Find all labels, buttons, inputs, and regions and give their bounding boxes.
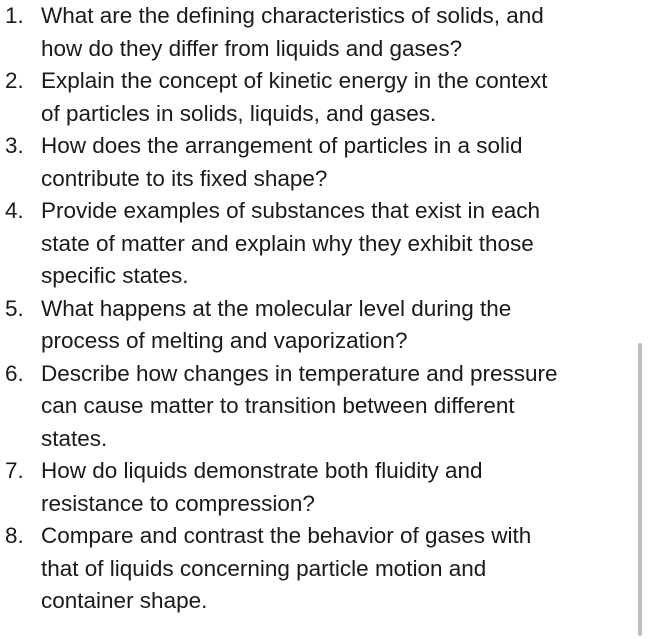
question-text-line: container shape. [41, 588, 208, 613]
question-number: 6. [5, 360, 24, 386]
question-text-line: Explain the concept of kinetic energy in the context [41, 68, 548, 93]
question-text-line: Compare and contrast the behavior of gases with [41, 523, 532, 548]
question-text-line: state of matter and explain why they exhibit those [41, 230, 534, 256]
question-text-line: How does the arrangement of particles in a solid [41, 133, 523, 158]
question-item [0, 65, 630, 130]
question-text-line: resistance to compression? [41, 490, 315, 516]
question-text-line: specific states. [41, 263, 189, 288]
question-text-line: Provide examples of substances that exist in each [41, 198, 541, 223]
question-number: 2. [5, 68, 24, 93]
question-text-line: that of liquids concerning particle motion and [41, 555, 487, 581]
question-text-line: How do liquids demonstrate both fluidity and [41, 458, 483, 483]
question-text-line: can cause matter to transition between different [41, 393, 515, 418]
question-number: 7. [5, 458, 24, 483]
question-text-line: contribute to its fixed shape? [41, 165, 328, 191]
question-number: 5. [5, 295, 24, 321]
question-number: 8. [5, 523, 24, 548]
question-item [0, 293, 630, 358]
question-number: 4. [5, 198, 24, 223]
vertical-scrollbar[interactable] [638, 343, 642, 636]
question-number: 3. [5, 133, 24, 158]
question-item [0, 0, 630, 65]
question-item [0, 455, 630, 520]
question-text-line: What are the defining characteristics of solids, and [41, 3, 544, 28]
question-number: 1. [5, 3, 24, 28]
question-item [0, 195, 630, 293]
question-text-line: of particles in solids, liquids, and gases. [41, 100, 437, 126]
question-text-line: Describe how changes in temperature and pressure [41, 360, 558, 386]
question-text-line: What happens at the molecular level during the [41, 295, 512, 321]
question-item [0, 520, 630, 618]
question-item [0, 358, 630, 456]
question-item [0, 130, 630, 195]
question-text-line: how do they differ from liquids and gases? [41, 35, 463, 61]
question-text-line: process of melting and vaporization? [41, 328, 408, 353]
question-text-line: states. [41, 425, 108, 451]
